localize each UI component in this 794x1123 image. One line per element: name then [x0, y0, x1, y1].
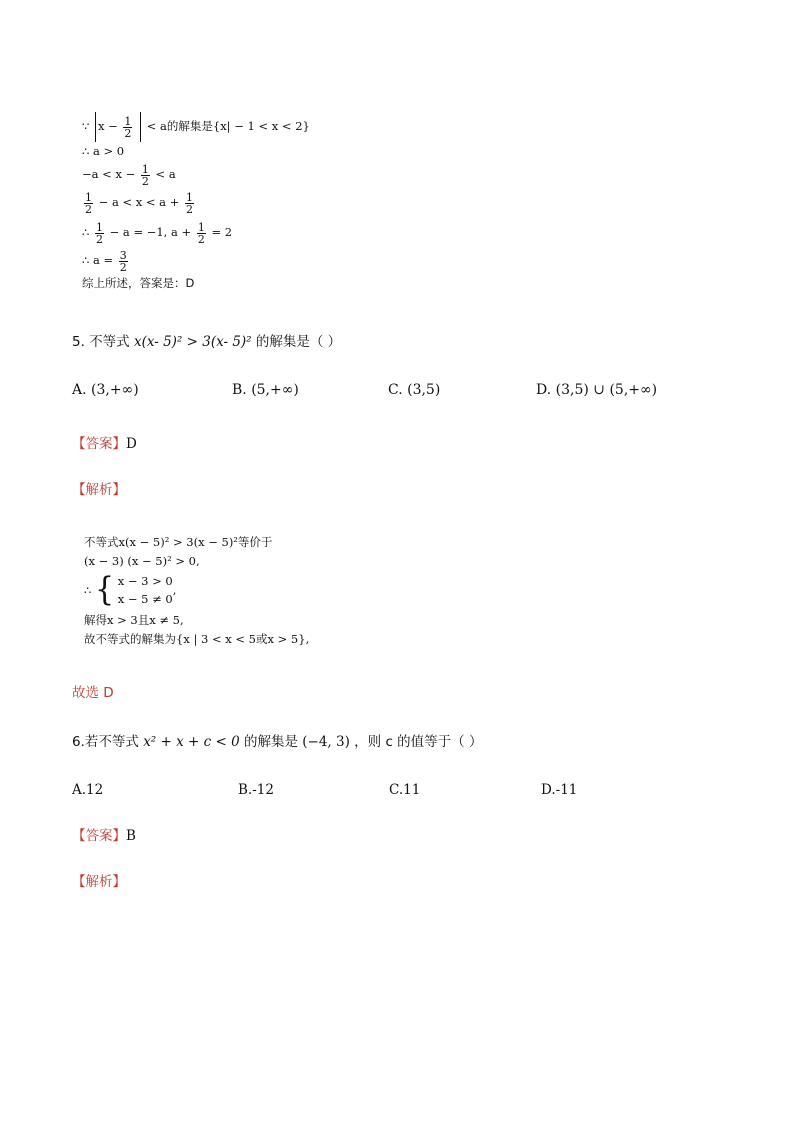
- q6-option-a: A.12: [72, 782, 104, 798]
- sol4-line4: $\frac{1}{2}$ − a < x < a + $\frac{1}{2}$: [85, 190, 193, 216]
- q5-option-d: D. (3,5) ∪ (5,+∞): [536, 382, 658, 398]
- q6-stem: 6.若不等式 x² + x + c < 0 的解集是 (−4, 3) ，则 c 的值等于（ ）: [72, 734, 483, 750]
- q5-sol-line2: (x − 3) (x − 5)² > 0,: [84, 554, 200, 568]
- q5-sol-line1: 不等式x(x − 5)² > 3(x − 5)²等价于: [84, 535, 273, 549]
- q6-option-c: C.11: [389, 782, 421, 798]
- sol4-conclusion: 综上所述，答案是：D: [82, 276, 195, 290]
- q5-answer: 【答案】D: [72, 436, 137, 452]
- left-brace: {: [94, 570, 115, 609]
- q5-option-b: B. (5,+∞): [232, 382, 299, 398]
- q6-option-b: B.-12: [238, 782, 274, 798]
- abs-bar-left: [95, 112, 96, 142]
- q6-answer: 【答案】B: [72, 828, 136, 844]
- q5-analysis-label: 【解析】: [72, 482, 126, 498]
- sol4-line3: −a < x − $\frac{1}{2}$ < a: [82, 162, 176, 188]
- sol4-line1: ∵ x − $\frac{1}{2}$ < a的解集是{x| − 1 < x < 2}: [82, 110, 310, 142]
- fraction-half: $\frac{1}{2}$: [124, 114, 132, 140]
- q6-analysis-label: 【解析】: [72, 874, 126, 890]
- q5-sol-system: ∴ { x − 3 > 0 x − 5 ≠ 0 ,: [84, 570, 177, 609]
- abs-bar-right: [140, 112, 141, 142]
- sol4-line6: ∴ a = $\frac{3}{2}$: [82, 248, 127, 274]
- q5-sol-line5: 解得x > 3且x ≠ 5,: [84, 613, 184, 627]
- q5-option-a: A. (3,+∞): [72, 382, 139, 398]
- q5-option-c: C. (3,5): [388, 382, 441, 398]
- q5-conclusion: 故选 D: [72, 685, 114, 701]
- q6-option-d: D.-11: [541, 782, 578, 798]
- q5-stem: 5. 不等式 x(x- 5)² > 3(x- 5)² 的解集是（ ）: [72, 334, 342, 350]
- because-symbol: ∵: [82, 119, 90, 133]
- q5-inequality: x(x- 5)² > 3(x- 5)²: [133, 334, 252, 350]
- answer-label: 【答案】: [72, 436, 126, 452]
- q6-inequality: x² + x + c < 0: [143, 734, 240, 750]
- q5-sol-line6: 故不等式的解集为{x | 3 < x < 5或x > 5},: [84, 632, 310, 646]
- sol4-line5: ∴ $\frac{1}{2}$ − a = −1, a + $\frac{1}{2}$ = 2: [82, 220, 233, 246]
- sol4-line2: ∴ a > 0: [82, 144, 125, 158]
